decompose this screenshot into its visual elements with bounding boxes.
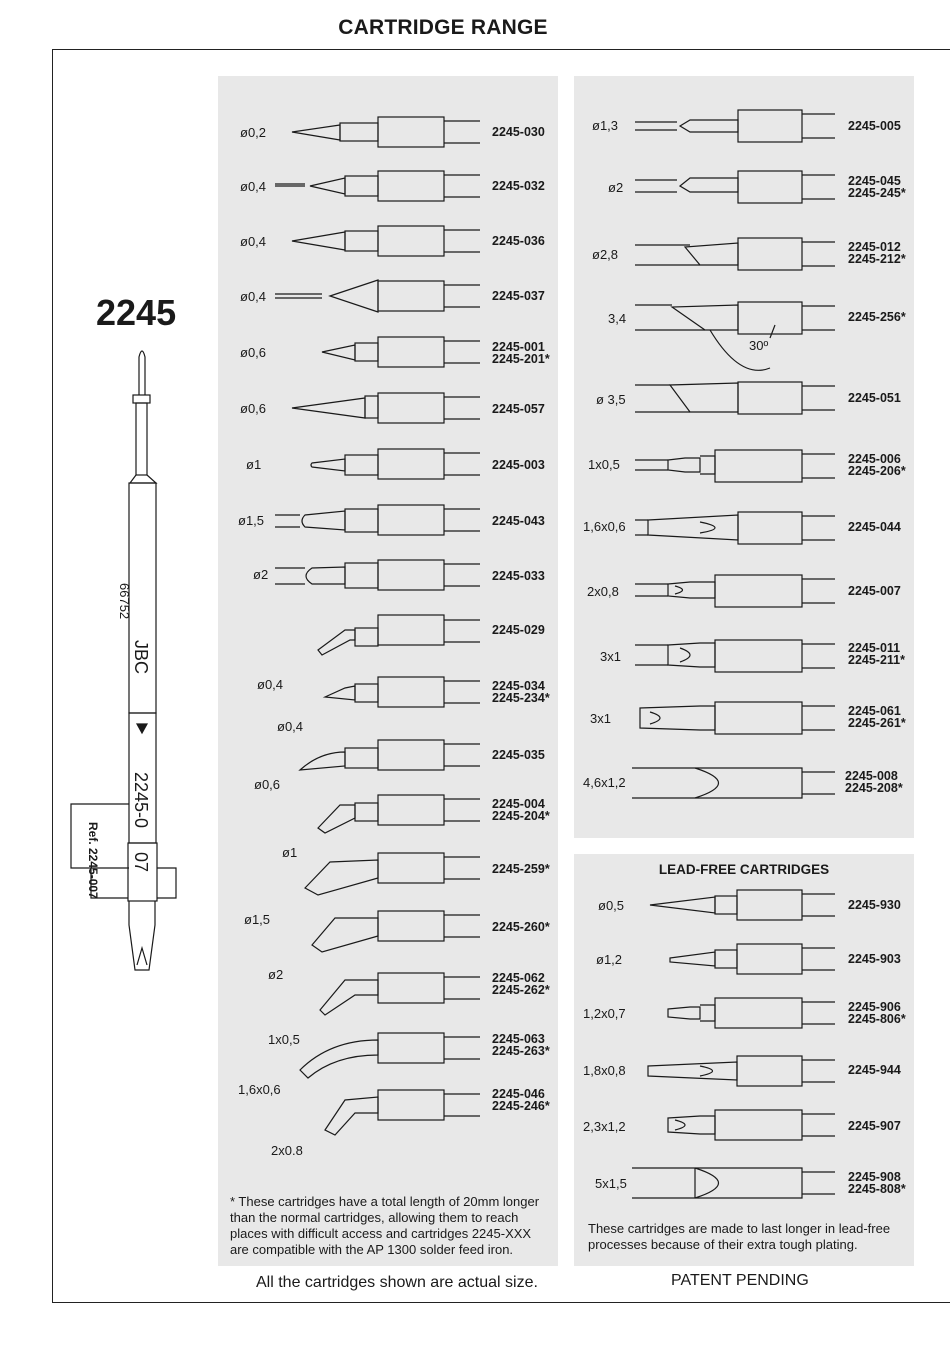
tip-dim: ø2 xyxy=(268,967,284,982)
handle-code2: 07 xyxy=(131,852,151,873)
tip-dim: ø1,3 xyxy=(592,118,619,133)
tip-dim: ø2 xyxy=(253,567,269,582)
tip-dim: 2x0.8 xyxy=(271,1143,303,1158)
tip-drawing-903 xyxy=(670,944,835,974)
tip-code: 2245-003 xyxy=(492,458,545,472)
tip-code: 2245-907 xyxy=(848,1119,901,1133)
tip-dim: 1,8x0,8 xyxy=(583,1063,626,1078)
tip-code: 2245-930 xyxy=(848,898,901,912)
tip-code: 2245-032 xyxy=(492,179,545,193)
tip-dim: 5x1,5 xyxy=(595,1176,627,1191)
tip-dim: ø1,2 xyxy=(596,952,623,967)
tip-dim: ø0,4 xyxy=(240,234,267,249)
tip-code: 2245-806* xyxy=(848,1012,906,1026)
tip-dim: 3,4 xyxy=(608,311,627,326)
handle-brand: JBC xyxy=(131,640,151,675)
tip-code: 2245-029 xyxy=(492,623,545,637)
tip-dim: ø0,6 xyxy=(240,345,267,360)
tip-code: 2245-007 xyxy=(848,584,901,598)
handle-num: 66752 xyxy=(117,583,132,620)
angle-label: 30º xyxy=(749,338,769,353)
tip-drawing-256 xyxy=(635,302,835,370)
tip-code: 2245-211* xyxy=(848,653,906,667)
tip-code: 2245-057 xyxy=(492,402,545,416)
tip-drawing-907 xyxy=(668,1110,835,1140)
tip-code: 2245-037 xyxy=(492,289,545,303)
tip-dim: ø0,4 xyxy=(240,289,267,304)
tip-dim: ø1,5 xyxy=(244,912,271,927)
tip-drawing-930 xyxy=(650,890,835,920)
tip-drawing-006 xyxy=(635,450,835,482)
tip-code: 2245-906 xyxy=(848,1000,901,1014)
tip-code: 2245-204* xyxy=(492,809,550,823)
tip-drawing-044 xyxy=(635,512,835,544)
tip-code: 2245-034 xyxy=(492,679,545,693)
tip-code: 2245-208* xyxy=(845,781,903,795)
tip-code: 2245-908 xyxy=(848,1170,901,1184)
tip-dim: ø1 xyxy=(282,845,298,860)
page-title: CARTRIDGE RANGE xyxy=(338,16,548,39)
tip-dim: 3x1 xyxy=(600,649,621,664)
tip-code: 2245-262* xyxy=(492,983,550,997)
handle-code: 2245-0 xyxy=(131,772,151,829)
footer-actual-size: All the cartridges shown are actual size. xyxy=(256,1274,538,1291)
tip-dim: ø0,6 xyxy=(240,401,267,416)
tip-dim: ø1,5 xyxy=(238,513,265,528)
tip-dim: ø0,4 xyxy=(240,179,267,194)
tip-code: 2245-033 xyxy=(492,569,545,583)
tip-dim: 1,2x0,7 xyxy=(583,1006,626,1021)
tip-code: 2245-903 xyxy=(848,952,901,966)
tip-dim: 2,3x1,2 xyxy=(583,1119,626,1134)
tip-drawing-061 xyxy=(640,702,835,734)
tip-code: 2245-234* xyxy=(492,691,550,705)
tip-code: 2245-012 xyxy=(848,240,901,254)
tip-drawing-011 xyxy=(635,640,835,672)
tip-dim: 3x1 xyxy=(590,711,611,726)
handle-ref: Ref. 2245-007 xyxy=(86,822,100,899)
tip-code: 2245-062 xyxy=(492,971,545,985)
tip-drawing-045 xyxy=(635,171,835,203)
tip-dim: ø2 xyxy=(608,180,624,195)
tip-drawing-007 xyxy=(635,575,835,607)
tip-code: 2245-201* xyxy=(492,352,550,366)
tip-dim: ø0,2 xyxy=(240,125,267,140)
tip-drawing-005 xyxy=(635,110,835,142)
tip-code: 2245-256* xyxy=(848,310,906,324)
tip-drawing-944 xyxy=(648,1056,835,1086)
tip-dim: ø0,5 xyxy=(598,898,625,913)
tip-code: 2245-004 xyxy=(492,797,545,811)
tip-code: 2245-944 xyxy=(848,1063,901,1077)
tip-code: 2245-046 xyxy=(492,1087,545,1101)
tip-code: 2245-263* xyxy=(492,1044,550,1058)
tip-code: 2245-030 xyxy=(492,125,545,139)
tip-code: 2245-008 xyxy=(845,769,898,783)
tip-code: 2245-246* xyxy=(492,1099,550,1113)
tip-dim: 1,6x0,6 xyxy=(238,1082,281,1097)
tip-dim: ø2,8 xyxy=(592,247,619,262)
tip-code: 2245-001 xyxy=(492,340,545,354)
tip-dim: ø 3,5 xyxy=(596,392,626,407)
tip-code: 2245-035 xyxy=(492,748,545,762)
tip-dim: 1x0,5 xyxy=(588,457,620,472)
model-number: 2245 xyxy=(96,292,177,333)
tip-code: 2245-063 xyxy=(492,1032,545,1046)
lead-free-title: LEAD-FREE CARTRIDGES xyxy=(658,862,830,877)
footer-patent: PATENT PENDING xyxy=(671,1272,809,1289)
tip-code: 2245-261* xyxy=(848,716,906,730)
tip-code: 2245-245* xyxy=(848,186,906,200)
tip-code: 2245-011 xyxy=(848,641,901,655)
tip-dim: 2x0,8 xyxy=(587,584,619,599)
tip-code: 2245-212* xyxy=(848,252,906,266)
tip-code: 2245-044 xyxy=(848,520,901,534)
tip-code: 2245-006 xyxy=(848,452,901,466)
lead-free-note: These cartridges are made to last longer in lead-free processes because of their extra tough plating. xyxy=(588,1221,891,1252)
tip-drawing-051 xyxy=(635,382,835,414)
tip-dim: ø0,4 xyxy=(257,677,284,692)
tip-dim: 1x0,5 xyxy=(268,1032,300,1047)
tip-code: 2245-043 xyxy=(492,514,545,528)
tip-code: 2245-260* xyxy=(492,920,550,934)
tip-drawing-908 xyxy=(632,1168,835,1198)
tip-code: 2245-808* xyxy=(848,1182,906,1196)
tip-drawing-008 xyxy=(632,768,835,798)
tip-dim: ø0,4 xyxy=(277,719,304,734)
tip-dim: ø0,6 xyxy=(254,777,281,792)
tip-code: 2245-259* xyxy=(492,862,550,876)
tip-drawing-906 xyxy=(668,998,835,1028)
tip-drawing-012 xyxy=(635,238,835,270)
left-footnote: * These cartridges have a total length of 20mm longer than the normal cartridges, allowing them to reach places with difficult access and cartridges 2245-XXX are compatible with the AP 1300 solder feed iron. xyxy=(230,1194,540,1257)
tip-code: 2245-061 xyxy=(848,704,901,718)
tip-dim: 1,6x0,6 xyxy=(583,519,626,534)
tip-code: 2245-045 xyxy=(848,174,901,188)
tip-dim: 4,6x1,2 xyxy=(583,775,626,790)
tip-code: 2245-051 xyxy=(848,391,901,405)
tip-dim: ø1 xyxy=(246,457,262,472)
tip-code: 2245-206* xyxy=(848,464,906,478)
tip-code: 2245-036 xyxy=(492,234,545,248)
tip-code: 2245-005 xyxy=(848,119,901,133)
